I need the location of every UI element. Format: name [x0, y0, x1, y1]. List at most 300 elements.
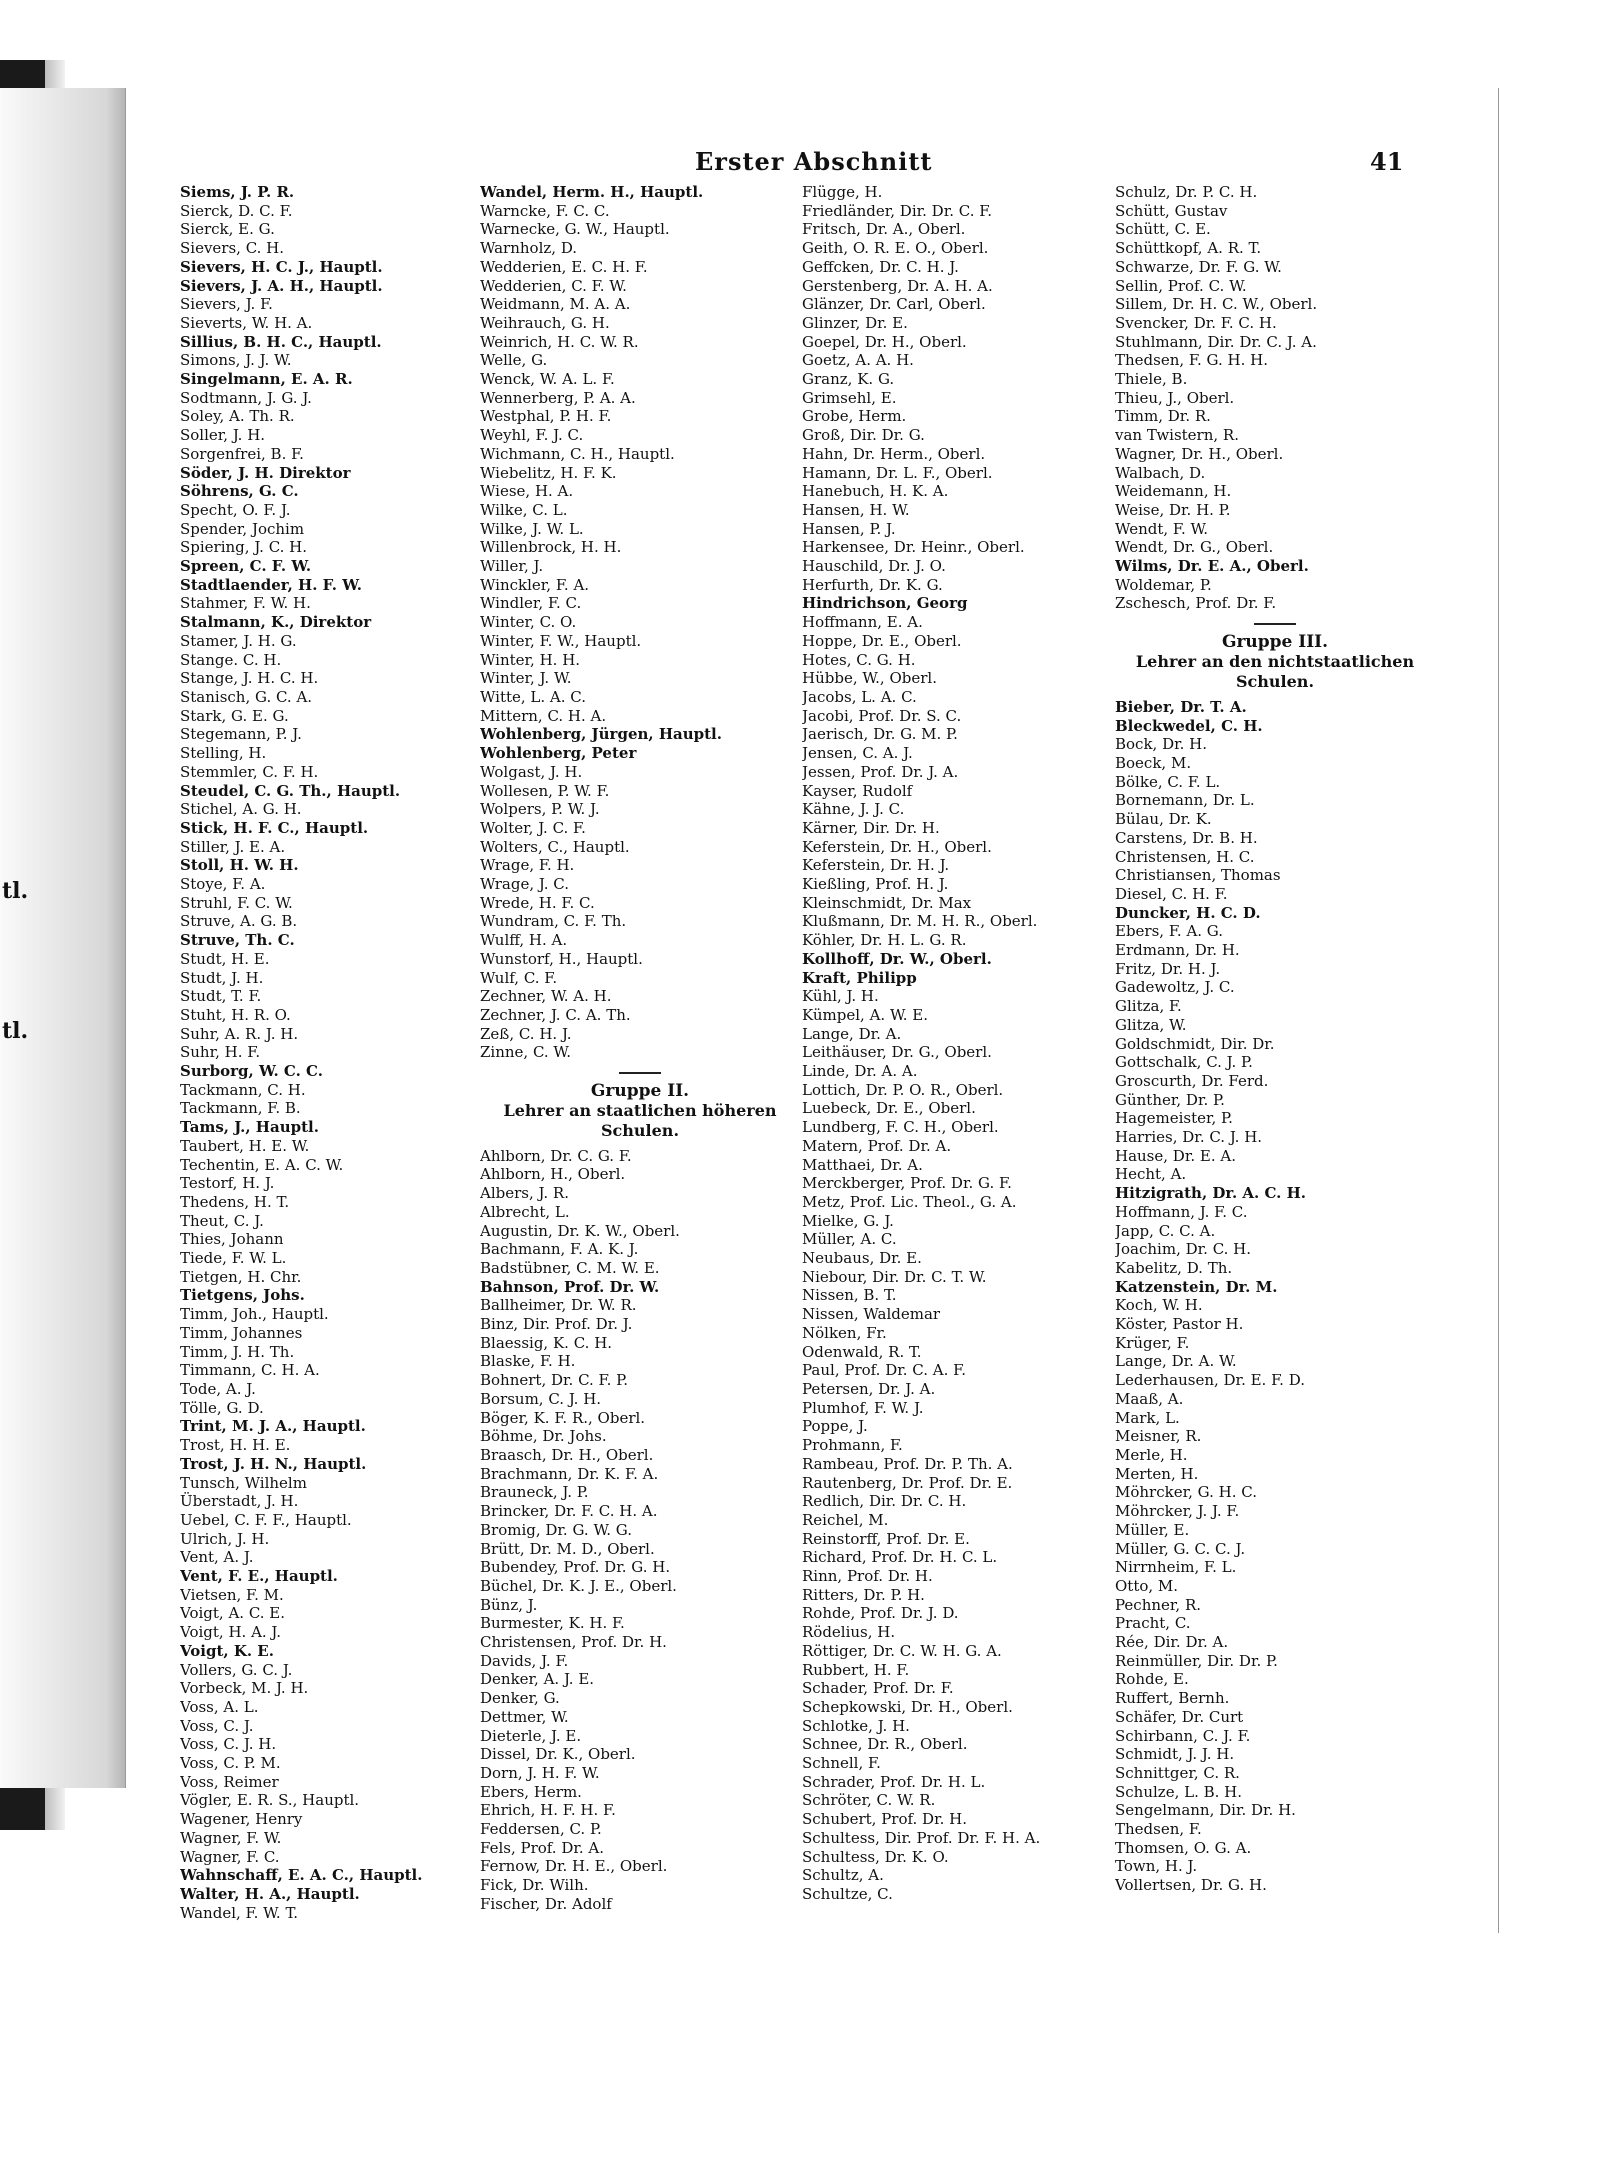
name-entry: Schulze, L. B. H.	[1115, 1782, 1243, 1801]
name-entry: Zeß, C. H. J.	[480, 1024, 572, 1043]
name-entry: Stoll, H. W. H.	[180, 856, 299, 875]
name-entry: Wollesen, P. W. F.	[480, 781, 610, 800]
name-entry: Winter, J. W.	[480, 669, 572, 688]
name-entry: Mark, L.	[1115, 1408, 1180, 1427]
name-entry: Vietsen, F. M.	[180, 1585, 284, 1604]
name-entry: Bölke, C. F. L.	[1115, 772, 1221, 791]
name-entry: Pracht, C.	[1115, 1614, 1191, 1633]
name-entry: Soller, J. H.	[180, 426, 266, 445]
name-entry: Blaske, F. H.	[480, 1352, 576, 1371]
name-entry: Studt, J. H.	[180, 968, 264, 987]
name-entry: Stegemann, P. J.	[180, 725, 302, 744]
name-entry: Glitza, W.	[1115, 1015, 1187, 1034]
name-entry: Weise, Dr. H. P.	[1115, 500, 1231, 519]
name-entry: Wolpers, P. W. J.	[480, 800, 600, 819]
name-entry: Augustin, Dr. K. W., Oberl.	[480, 1221, 680, 1240]
name-entry: Wulff, H. A.	[480, 931, 568, 950]
name-entry: Kraft, Philipp	[802, 968, 917, 987]
name-entry: Ebers, Herm.	[480, 1782, 582, 1801]
name-entry: Reichel, M.	[802, 1510, 889, 1529]
name-entry: Voss, Reimer	[180, 1772, 279, 1791]
name-entry: Schultess, Dir. Prof. Dr. F. H. A.	[802, 1828, 1041, 1847]
name-entry: Stange, J. H. C. H.	[180, 669, 319, 688]
name-entry: Kabelitz, D. Th.	[1115, 1258, 1233, 1277]
name-entry: Stiller, J. E. A.	[180, 837, 286, 856]
name-entry: Merle, H.	[1115, 1446, 1188, 1464]
name-entry: Stuhlmann, Dir. Dr. C. J. A.	[1115, 332, 1317, 351]
name-entry: Vent, A. J.	[180, 1548, 254, 1567]
name-entry: Tode, A. J.	[180, 1380, 256, 1398]
name-entry: Spender, Jochim	[180, 519, 305, 538]
group-heading	[1115, 623, 1435, 692]
name-entry: Hoffmann, J. F. C.	[1115, 1202, 1248, 1221]
name-entry: Voss, C. J.	[180, 1716, 254, 1735]
name-entry: Müller, E.	[1115, 1520, 1190, 1539]
name-entry: Welle, G.	[480, 351, 548, 370]
name-entry: Hanebuch, H. K. A.	[802, 482, 949, 501]
name-entry: Otto, M.	[1115, 1576, 1179, 1595]
name-entry: Bock, Dr. H.	[1115, 735, 1208, 754]
name-entry: Matthaei, Dr. A.	[802, 1155, 923, 1174]
name-entry: Bubendey, Prof. Dr. G. H.	[480, 1558, 671, 1577]
name-entry: Granz, K. G.	[802, 370, 895, 389]
name-entry: Town, H. J.	[1115, 1857, 1198, 1876]
name-entry: Lange, Dr. A.	[802, 1024, 902, 1043]
name-entry: Vent, F. E., Hauptl.	[180, 1567, 338, 1586]
name-entry: Schubert, Prof. Dr. H.	[802, 1810, 967, 1829]
name-entry: Plumhof, F. W. J.	[802, 1398, 924, 1417]
group-subtitle: Lehrer an den nichtstaatlichen Schulen.	[1135, 651, 1415, 691]
name-entry: Davids, J. F.	[480, 1651, 569, 1670]
name-entry: Voss, A. L.	[180, 1697, 259, 1716]
name-entry: Sievers, C. H.	[180, 239, 285, 258]
name-entry: Thies, Johann	[180, 1230, 284, 1249]
name-entry: Wendt, F. W.	[1115, 519, 1209, 538]
name-entry: Kühl, J. H.	[802, 987, 879, 1006]
name-entry: Simons, J. J. W.	[180, 351, 292, 370]
name-entry: Schwarze, Dr. F. G. W.	[1115, 257, 1282, 276]
name-entry: Siems, J. P. R.	[180, 183, 295, 201]
name-entry: Warnecke, G. W., Hauptl.	[480, 220, 670, 239]
page-edge	[1498, 88, 1499, 1933]
name-entry: Sengelmann, Dir. Dr. H.	[1115, 1801, 1296, 1820]
name-entry: Witte, L. A. C.	[480, 687, 586, 706]
name-entry: Suhr, H. F.	[180, 1043, 261, 1062]
name-entry: Harkensee, Dr. Heinr., Oberl.	[802, 538, 1025, 557]
name-entry: Theut, C. J.	[180, 1211, 264, 1230]
name-entry: Studt, T. F.	[180, 987, 262, 1006]
name-entry: Sievers, H. C. J., Hauptl.	[180, 257, 383, 276]
name-entry: Goepel, Dr. H., Oberl.	[802, 332, 967, 351]
name-entry: Hagemeister, P.	[1115, 1109, 1233, 1128]
name-entry: van Twistern, R.	[1115, 426, 1239, 445]
name-entry: Pechner, R.	[1115, 1595, 1202, 1614]
name-entry: Schütt, Gustav	[1115, 201, 1228, 220]
name-entry: Lottich, Dr. P. O. R., Oberl.	[802, 1080, 1004, 1099]
name-entry: Spiering, J. C. H.	[180, 538, 308, 557]
name-entry: Stick, H. F. C., Hauptl.	[180, 818, 369, 837]
group-subtitle: Lehrer an staatlichen höheren Schulen.	[503, 1100, 777, 1140]
name-entry: Wedderien, E. C. H. F.	[480, 257, 648, 276]
name-entry: Svencker, Dr. F. C. H.	[1115, 313, 1277, 332]
name-entry: Timm, Joh., Hauptl.	[180, 1305, 329, 1324]
name-entry: Krüger, F.	[1115, 1333, 1190, 1352]
name-entry: Groscurth, Dr. Ferd.	[1115, 1071, 1269, 1090]
name-entry: Willenbrock, H. H.	[480, 538, 622, 557]
name-entry: Wolters, C., Hauptl.	[480, 837, 630, 856]
name-entry: Voss, C. J. H.	[180, 1735, 277, 1754]
name-entry: Sellin, Prof. C. W.	[1115, 276, 1247, 295]
name-entry: Dettmer, W.	[480, 1707, 569, 1726]
name-entry: Kärner, Dir. Dr. H.	[802, 818, 940, 837]
name-entry: Ulrich, J. H.	[180, 1529, 270, 1548]
name-entry: Schütt, C. E.	[1115, 220, 1211, 239]
name-entry: Struve, A. G. B.	[180, 912, 298, 931]
facing-page-fragment: tl.	[2, 878, 29, 904]
name-entry: Studt, H. E.	[180, 949, 270, 968]
name-entry: Stanisch, G. C. A.	[180, 687, 313, 706]
name-entry: Maaß, A.	[1115, 1389, 1184, 1408]
name-entry: Fischer, Dr. Adolf	[480, 1894, 612, 1913]
name-entry: Christiansen, Thomas	[1115, 866, 1281, 885]
name-entry: Bachmann, F. A. K. J.	[480, 1240, 639, 1259]
name-entry: Gadewoltz, J. C.	[1115, 978, 1235, 997]
name-entry: Friedländer, Dir. Dr. C. F.	[802, 201, 993, 220]
name-entry: Merckberger, Prof. Dr. G. F.	[802, 1174, 1012, 1193]
name-entry: Weihrauch, G. H.	[480, 313, 610, 332]
name-entry: Thedsen, F. G. H. H.	[1115, 351, 1268, 370]
name-entry: Fick, Dr. Wilh.	[480, 1876, 589, 1895]
name-entry: Wagner, F. W.	[180, 1828, 282, 1847]
facing-page-fragment: tl.	[2, 1018, 29, 1044]
name-entry: Wilke, C. L.	[480, 500, 568, 519]
name-entry: Singelmann, E. A. R.	[180, 370, 353, 389]
name-entry: Hecht, A.	[1115, 1165, 1187, 1184]
name-entry: Rautenberg, Dr. Prof. Dr. E.	[802, 1473, 1013, 1492]
name-entry: Koch, W. H.	[1115, 1296, 1203, 1315]
name-entry: Müller, G. C. C. J.	[1115, 1539, 1246, 1558]
name-entry: Wenck, W. A. L. F.	[480, 370, 615, 389]
name-entry: Schnittger, C. R.	[1115, 1763, 1240, 1782]
page-number: 41	[1370, 147, 1404, 176]
name-entry: Hansen, H. W.	[802, 500, 910, 519]
name-entry: Walter, H. A., Hauptl.	[180, 1884, 360, 1903]
name-entry: Flügge, H.	[802, 183, 883, 201]
name-entry: Luebeck, Dr. E., Oberl.	[802, 1099, 976, 1118]
name-entry: Tams, J., Hauptl.	[180, 1118, 319, 1137]
name-entry: Warnholz, D.	[480, 239, 578, 258]
name-entry: Matern, Prof. Dr. A.	[802, 1136, 952, 1155]
name-entry: Thiele, B.	[1115, 370, 1188, 389]
name-entry: Böger, K. F. R., Oberl.	[480, 1408, 646, 1427]
name-entry: Hauschild, Dr. J. O.	[802, 557, 946, 576]
name-entry: Dissel, Dr. K., Oberl.	[480, 1745, 636, 1764]
name-entry: Wrage, J. C.	[480, 875, 569, 894]
name-entry: Bahnson, Prof. Dr. W.	[480, 1277, 660, 1296]
name-entry: Schultz, A.	[802, 1866, 884, 1885]
name-entry: Bornemann, Dr. L.	[1115, 791, 1255, 810]
column-4	[1115, 183, 1435, 1895]
name-entry: Voigt, A. C. E.	[180, 1604, 286, 1623]
name-entry: Bohnert, Dr. C. F. P.	[480, 1371, 628, 1390]
name-entry: Hoppe, Dr. E., Oberl.	[802, 631, 962, 650]
name-entry: Schader, Prof. Dr. F.	[802, 1679, 954, 1698]
name-entry: Überstadt, J. H.	[180, 1492, 299, 1511]
name-entry: Zinne, C. W.	[480, 1043, 571, 1062]
name-entry: Surborg, W. C. C.	[180, 1062, 323, 1081]
name-entry: Richard, Prof. Dr. H. C. L.	[802, 1548, 998, 1567]
name-entry: Steudel, C. G. Th., Hauptl.	[180, 781, 401, 800]
name-entry: Köhler, Dr. H. L. G. R.	[802, 931, 967, 950]
name-entry: Albrecht, L.	[480, 1202, 570, 1221]
name-entry: Rambeau, Prof. Dr. P. Th. A.	[802, 1454, 1013, 1473]
name-entry: Vorbeck, M. J. H.	[180, 1679, 309, 1698]
name-entry: Groß, Dir. Dr. G.	[802, 426, 925, 445]
name-entry: Walbach, D.	[1115, 463, 1206, 482]
name-entry: Japp, C. C. A.	[1115, 1221, 1216, 1240]
name-entry: Leithäuser, Dr. G., Oberl.	[802, 1043, 992, 1062]
name-entry: Schlotke, J. H.	[802, 1716, 910, 1735]
name-entry: Wohlenberg, Jürgen, Hauptl.	[480, 725, 722, 744]
column-1	[180, 183, 500, 1922]
name-entry: Brachmann, Dr. K. F. A.	[480, 1464, 659, 1483]
name-entry: Sieverts, W. H. A.	[180, 313, 313, 332]
name-entry: Metz, Prof. Lic. Theol., G. A.	[802, 1192, 1017, 1211]
name-entry: Ahlborn, H., Oberl.	[480, 1165, 626, 1184]
name-entry: Trost, J. H. N., Hauptl.	[180, 1454, 367, 1473]
name-entry: Weidemann, H.	[1115, 482, 1232, 501]
name-entry: Trint, M. J. A., Hauptl.	[180, 1417, 366, 1436]
name-entry: Dieterle, J. E.	[480, 1726, 582, 1745]
name-entry: Nissen, B. T.	[802, 1286, 897, 1305]
name-entry: Stuht, H. R. O.	[180, 1005, 291, 1024]
name-entry: Fritsch, Dr. A., Oberl.	[802, 220, 966, 239]
name-entry: Lange, Dr. A. W.	[1115, 1352, 1237, 1371]
name-entry: Stahmer, F. W. H.	[180, 594, 311, 613]
name-entry: Feddersen, C. P.	[480, 1820, 602, 1839]
name-entry: Kießling, Prof. H. J.	[802, 875, 949, 894]
directory-page	[150, 135, 1495, 1955]
name-entry: Brauneck, J. P.	[480, 1483, 589, 1502]
name-entry: Boeck, M.	[1115, 753, 1192, 772]
name-entry: Ballheimer, Dr. W. R.	[480, 1296, 637, 1315]
name-entry: Lederhausen, Dr. E. F. D.	[1115, 1371, 1305, 1390]
name-entry: Stemmler, C. F. H.	[180, 762, 319, 781]
name-entry: Glinzer, Dr. E.	[802, 313, 908, 332]
name-entry: Struhl, F. C. W.	[180, 893, 293, 912]
name-entry: Müller, A. C.	[802, 1230, 897, 1249]
name-entry: Reinstorff, Prof. Dr. E.	[802, 1529, 970, 1548]
name-entry: Wunstorf, H., Hauptl.	[480, 949, 643, 968]
name-entry: Schepkowski, Dr. H., Oberl.	[802, 1697, 1013, 1716]
name-entry: Schnee, Dr. R., Oberl.	[802, 1735, 968, 1754]
name-entry: Wolgast, J. H.	[480, 762, 583, 781]
name-entry: Gottschalk, C. J. P.	[1115, 1053, 1253, 1072]
name-entry: Schüttkopf, A. R. T.	[1115, 239, 1262, 258]
name-entry: Duncker, H. C. D.	[1115, 903, 1261, 922]
name-entry: Tackmann, F. B.	[180, 1099, 301, 1118]
name-entry: Kollhoff, Dr. W., Oberl.	[802, 949, 992, 968]
name-entry: Schrader, Prof. Dr. H. L.	[802, 1772, 986, 1791]
name-entry: Testorf, H. J.	[180, 1174, 275, 1193]
name-entry: Grobe, Herm.	[802, 407, 907, 426]
name-entry: Hübbe, W., Oberl.	[802, 669, 937, 688]
name-entry: Brütt, Dr. M. D., Oberl.	[480, 1539, 655, 1558]
name-entry: Windler, F. C.	[480, 594, 582, 613]
name-entry: Neubaus, Dr. E.	[802, 1249, 922, 1268]
name-entry: Harries, Dr. C. J. H.	[1115, 1128, 1263, 1147]
name-entry: Timm, Johannes	[180, 1323, 303, 1342]
name-entry: Erdmann, Dr. H.	[1115, 941, 1240, 960]
name-entry: Büchel, Dr. K. J. E., Oberl.	[480, 1576, 677, 1595]
name-entry: Prohmann, F.	[802, 1436, 903, 1455]
name-entry: Christensen, H. C.	[1115, 847, 1255, 866]
name-entry: Wohlenberg, Peter	[480, 744, 637, 763]
name-entry: Fernow, Dr. H. E., Oberl.	[480, 1857, 668, 1876]
name-entry: Binz, Dir. Prof. Dr. J.	[480, 1315, 633, 1334]
name-entry: Stadtlaender, H. F. W.	[180, 575, 362, 594]
name-entry: Rohde, E.	[1115, 1670, 1189, 1689]
name-entry: Wendt, Dr. G., Oberl.	[1115, 538, 1274, 557]
name-entry: Möhrcker, G. H. C.	[1115, 1483, 1257, 1502]
name-entry: Timmann, C. H. A.	[180, 1361, 320, 1380]
name-entry: Herfurth, Dr. K. G.	[802, 575, 943, 594]
name-entry: Paul, Prof. Dr. C. A. F.	[802, 1361, 966, 1380]
name-entry: Schröter, C. W. R.	[802, 1791, 936, 1810]
name-entry: Wahnschaff, E. A. C., Hauptl.	[180, 1866, 423, 1885]
name-entry: Schnell, F.	[802, 1754, 881, 1773]
name-entry: Timm, J. H. Th.	[180, 1342, 295, 1361]
name-entry: Dorn, J. H. F. W.	[480, 1763, 600, 1782]
name-entry: Voss, C. P. M.	[180, 1754, 281, 1773]
name-entry: Rinn, Prof. Dr. H.	[802, 1567, 933, 1586]
name-entry: Gerstenberg, Dr. A. H. A.	[802, 276, 993, 295]
name-entry: Braasch, Dr. H., Oberl.	[480, 1446, 654, 1464]
name-entry: Diesel, C. H. F.	[1115, 884, 1228, 903]
name-entry: Weyhl, F. J. C.	[480, 426, 584, 445]
name-entry: Schultze, C.	[802, 1884, 893, 1903]
name-entry: Böhme, Dr. Johs.	[480, 1427, 607, 1446]
name-entry: Willer, J.	[480, 557, 544, 576]
name-entry: Hitzigrath, Dr. A. C. H.	[1115, 1184, 1306, 1203]
name-entry: Zschesch, Prof. Dr. F.	[1115, 594, 1277, 613]
name-entry: Wundram, C. F. Th.	[480, 912, 627, 931]
name-entry: Christensen, Prof. Dr. H.	[480, 1633, 667, 1652]
name-entry: Ruffert, Bernh.	[1115, 1689, 1230, 1708]
name-entry: Borsum, C. J. H.	[480, 1389, 602, 1408]
page-header	[150, 145, 1495, 185]
name-entry: Schmidt, J. J. H.	[1115, 1745, 1235, 1764]
name-entry: Poppe, J.	[802, 1417, 868, 1436]
group-heading	[480, 1072, 800, 1141]
name-entry: Tölle, G. D.	[180, 1398, 264, 1417]
name-entry: Warncke, F. C. C.	[480, 201, 610, 220]
name-entry: Tiede, F. W. L.	[180, 1249, 287, 1268]
name-entry: Söder, J. H. Direktor	[180, 463, 351, 482]
name-entry: Möhrcker, J. J. F.	[1115, 1502, 1240, 1521]
name-entry: Rohde, Prof. Dr. J. D.	[802, 1604, 959, 1623]
name-entry: Glitza, F.	[1115, 997, 1182, 1016]
name-entry: Kleinschmidt, Dr. Max	[802, 893, 972, 912]
name-entry: Zechner, J. C. A. Th.	[480, 1005, 631, 1024]
name-entry: Jessen, Prof. Dr. J. A.	[802, 762, 959, 781]
name-entry: Odenwald, R. T.	[802, 1342, 922, 1361]
name-entry: Voigt, K. E.	[180, 1641, 274, 1660]
name-entry: Wennerberg, P. A. A.	[480, 388, 636, 407]
name-entry: Nirrnheim, F. L.	[1115, 1558, 1237, 1577]
name-entry: Jacobs, L. A. C.	[802, 687, 917, 706]
name-entry: Hoffmann, E. A.	[802, 613, 923, 632]
column-2	[480, 183, 800, 1914]
name-entry: Stange. C. H.	[180, 650, 282, 669]
name-entry: Geffcken, Dr. C. H. J.	[802, 257, 959, 276]
group-title: Gruppe III.	[1221, 632, 1329, 653]
name-entry: Wandel, Herm. H., Hauptl.	[480, 183, 704, 201]
name-entry: Schirbann, C. J. F.	[1115, 1726, 1251, 1745]
name-entry: Sierck, D. C. F.	[180, 201, 293, 220]
name-entry: Thomsen, O. G. A.	[1115, 1838, 1252, 1857]
name-entry: Tietgen, H. Chr.	[180, 1267, 302, 1286]
name-entry: Wichmann, C. H., Hauptl.	[480, 444, 675, 463]
name-entry: Sillius, B. H. C., Hauptl.	[180, 332, 382, 351]
name-entry: Günther, Dr. P.	[1115, 1090, 1225, 1109]
name-entry: Geith, O. R. E. O., Oberl.	[802, 239, 989, 258]
name-entry: Redlich, Dir. Dr. C. H.	[802, 1492, 967, 1511]
name-entry: Sievers, J. F.	[180, 295, 273, 314]
name-entry: Tackmann, C. H.	[180, 1080, 306, 1099]
name-entry: Nölken, Fr.	[802, 1323, 887, 1342]
name-entry: Sierck, E. G.	[180, 220, 275, 239]
name-entry: Sorgenfrei, B. F.	[180, 444, 304, 463]
name-entry: Ahlborn, Dr. C. G. F.	[480, 1146, 632, 1165]
name-entry: Stalmann, K., Direktor	[180, 613, 372, 632]
name-entry: Badstübner, C. M. W. E.	[480, 1258, 660, 1277]
name-entry: Thedens, H. T.	[180, 1192, 290, 1211]
name-entry: Bünz, J.	[480, 1595, 538, 1614]
name-entry: Stelling, H.	[180, 744, 267, 763]
name-entry: Woldemar, P.	[1115, 575, 1212, 594]
name-entry: Tunsch, Wilhelm	[180, 1473, 307, 1492]
name-entry: Trost, H. H. E.	[180, 1436, 291, 1455]
name-entry: Weidmann, M. A. A.	[480, 295, 631, 314]
name-entry: Denker, A. J. E.	[480, 1670, 595, 1689]
name-entry: Wolter, J. C. F.	[480, 818, 586, 837]
name-entry: Techentin, E. A. C. W.	[180, 1155, 344, 1174]
name-entry: Spreen, C. F. W.	[180, 557, 312, 576]
name-entry: Thedsen, F.	[1115, 1820, 1202, 1839]
name-entry: Köster, Pastor H.	[1115, 1315, 1244, 1334]
name-entry: Rée, Dir. Dr. A.	[1115, 1633, 1229, 1652]
name-entry: Fritz, Dr. H. J.	[1115, 959, 1221, 978]
name-entry: Tietgens, Johs.	[180, 1286, 305, 1305]
name-entry: Wilke, J. W. L.	[480, 519, 584, 538]
name-entry: Stichel, A. G. H.	[180, 800, 302, 819]
name-entry: Specht, O. F. J.	[180, 500, 291, 519]
name-entry: Mittern, C. H. A.	[480, 706, 607, 725]
name-entry: Meisner, R.	[1115, 1427, 1202, 1446]
name-entry: Kümpel, A. W. E.	[802, 1005, 928, 1024]
name-entry: Jensen, C. A. J.	[802, 744, 913, 763]
name-entry: Klußmann, Dr. M. H. R., Oberl.	[802, 912, 1038, 931]
name-entry: Wiebelitz, H. F. K.	[480, 463, 617, 482]
name-entry: Wedderien, C. F. W.	[480, 276, 627, 295]
name-entry: Wrage, F. H.	[480, 856, 575, 875]
name-entry: Fels, Prof. Dr. A.	[480, 1838, 605, 1857]
name-entry: Petersen, Dr. J. A.	[802, 1380, 936, 1398]
name-entry: Ritters, Dr. P. H.	[802, 1585, 925, 1604]
name-entry: Wagener, Henry	[180, 1810, 303, 1829]
column-3	[802, 183, 1122, 1904]
